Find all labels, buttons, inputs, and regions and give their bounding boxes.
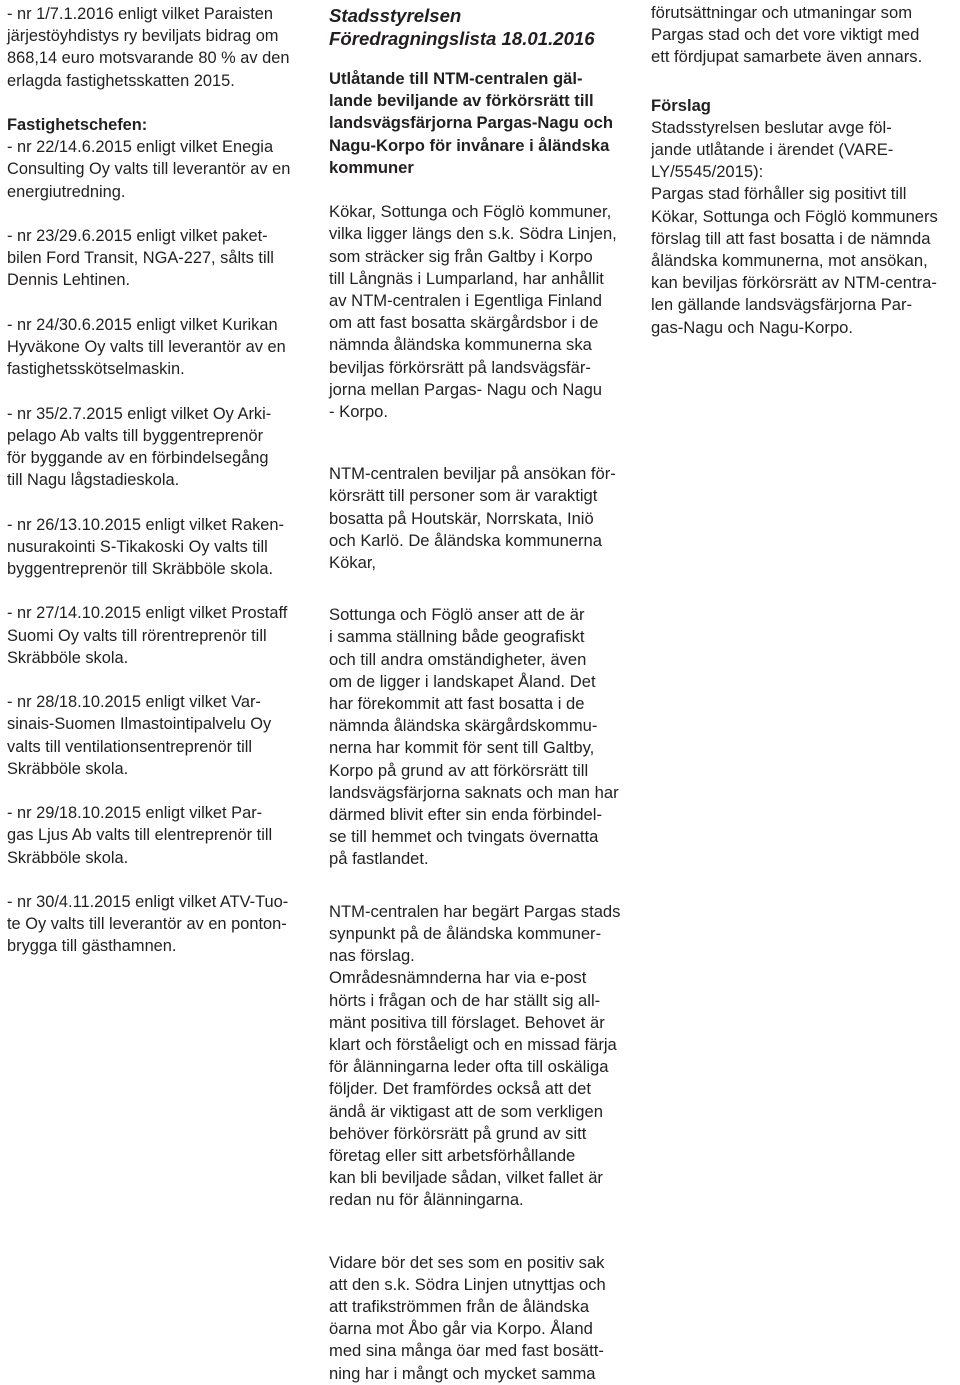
text-line: byggentreprenör till Skräbböle skola. [7,560,274,578]
heading-line: kommuner [329,157,414,177]
text-line: vilka ligger längs den s.k. Södra Linjen, [329,224,617,244]
spacer [329,574,634,604]
spacer [7,780,307,802]
text-line: Hyväkone Oy valts till leverantör av en [7,338,286,356]
text-line: följder. Det framfördes också att det [329,1079,591,1099]
text-line: om de ligger i landskapet Åland. Det [329,671,596,691]
text-line: redan nu för ålänningarna. [329,1190,524,1210]
page-header-agenda: Föredragningslista 18.01.2016 [329,28,595,49]
text-line: nas förslag. [329,946,415,966]
text-line: förslag till att fast bosatta i de nämnda [651,228,931,248]
text-line: har förekommit att fast bosatta i de [329,694,585,714]
text-line: Skräbböle skola. [7,648,129,667]
decision-item-9 [7,802,307,869]
spacer [7,491,307,513]
paragraph-5 [329,1252,634,1385]
text-line: 868,14 euro motsvarande 80 % av den [7,49,290,68]
text-line: landsvägsfärjorna saknats och man har [329,782,619,802]
text-line: - nr 23/29.6.2015 enligt vilket paket- [7,227,268,245]
text-line: gas Ljus Ab valts till elentreprenör till [7,826,273,845]
text-line: för ålänningarna leder ofta till oskäliga [329,1057,609,1077]
text-line: valts till ventilationsentreprenör till [7,737,253,756]
text-line: mänt positiva till förslaget. Behovet är [329,1012,605,1032]
text-line: sinais-Suomen Ilmastointipalvelu Oy [7,715,272,734]
spacer [7,203,307,225]
text-line: Vidare bör det ses som en positiv sak [329,1252,605,1272]
text-line: gas-Nagu och Nagu-Korpo. [651,317,854,337]
decision-item-2 [7,136,307,203]
text-line: Suomi Oy valts till rörentreprenör till [7,626,267,645]
text-line: i samma ställning både geografiskt [329,627,585,647]
text-line: öarna mot Åbo går via Korpo. Åland [329,1319,593,1339]
text-line: jande utlåtande i ärendet (VARE- [651,140,894,160]
text-line: hörts i frågan och de har ställt sig all- [329,990,601,1010]
text-line: - nr 26/13.10.2015 enligt vilket Raken- [7,515,284,534]
text-line: se till hemmet och tvingats övernatta [329,827,599,847]
text-line: Stadsstyrelsen beslutar avge föl- [651,117,892,137]
text-line: ändå är viktigast att de som verkligen [329,1101,603,1121]
text-line: förutsättningar och utmaningar som [651,3,913,22]
text-line: len gällande landsvägsfärjorna Par- [651,295,913,315]
spacer [7,869,307,891]
text-line: Kökar, [329,553,377,573]
text-line: jorna mellan Pargas- Nagu och Nagu [329,379,603,399]
paragraph-2 [329,463,634,574]
text-line: nusurakointi S-Tikakoski Oy valts till [7,537,268,556]
text-line: NTM-centralen beviljar på ansökan för- [329,464,616,484]
spacer [329,1212,634,1252]
column-2 [329,4,634,1385]
text-line: Skräbböle skola. [7,848,129,867]
decision-item-1 [7,3,307,92]
proposal-paragraph [651,117,956,339]
text-line: pelago Ab valts till byggentreprenör [7,426,264,445]
decision-item-3 [7,225,307,292]
text-line: erlagda fastighetsskatten 2015. [7,71,235,90]
heading-line: lande beviljande av förkörsrätt till [329,91,594,111]
text-line: företag eller sitt arbetsförhållande [329,1145,576,1165]
page-header-body: Stadsstyrelsen [329,5,462,26]
text-line: Korpo på grund av att förkörsrätt till [329,760,589,780]
spacer [7,292,307,314]
text-line: - nr 28/18.10.2015 enligt vilket Var- [7,693,261,712]
text-line: - nr 1/7.1.2016 enligt vilket Paraisten [7,5,274,23]
text-line: brygga till gästhamnen. [7,937,177,956]
decision-item-8 [7,691,307,780]
spacer [329,871,634,901]
text-line: ett fördjupat samarbete även annars. [651,47,923,67]
spacer [7,669,307,691]
spacer [651,69,956,95]
text-line: körsrätt till personer som är varaktigt [329,486,598,506]
text-line: te Oy valts till leverantör av en ponton- [7,915,287,934]
decision-item-7 [7,602,307,669]
spacer [329,179,634,201]
text-line: LY/5545/2015): [651,162,764,182]
text-line: nämnda åländska skärgårdskommu- [329,716,598,736]
heading-line: Utlåtande till NTM-centralen gäl- [329,69,583,88]
spacer [7,580,307,602]
spacer [7,92,307,114]
spacer [329,423,634,463]
paragraph-3 [329,604,634,870]
spacer [7,380,307,402]
heading-line: Nagu-Korpo för invånare i åländska [329,135,610,155]
text-line: - nr 30/4.11.2015 enligt vilket ATV-Tuo- [7,892,289,911]
text-line: bilen Ford Transit, NGA-227, sålts till [7,249,274,268]
intro-paragraph [651,2,956,69]
column-1 [7,3,307,958]
text-line: nämnda åländska kommunerna ska [329,335,592,355]
text-line: - nr 24/30.6.2015 enligt vilket Kurikan [7,315,278,334]
text-line: energiutredning. [7,182,126,201]
paragraph-4 [329,901,634,1212]
text-line: Pargas stad förhåller sig positivt till [651,184,907,204]
paragraph-1 [329,201,634,423]
text-line: kan bli beviljade sådan, vilket fallet är [329,1168,603,1188]
text-line: - nr 22/14.6.2015 enligt vilket Enegia [7,138,274,157]
text-line: åländska kommunerna, mot ansökan, [651,251,928,271]
column-3 [651,2,956,339]
text-line: för byggande av en förbindelsegång [7,449,269,467]
text-line: - Korpo. [329,402,389,422]
text-line: kan beviljas förkörsrätt av NTM-centra- [651,273,937,293]
text-line: fastighetsskötselmaskin. [7,360,185,379]
text-line: till Nagu lågstadieskola. [7,471,180,490]
text-line: järjestöyhdistys ry beviljats bidrag om [7,27,279,46]
text-line: Områdesnämnderna har via e-post [329,968,587,988]
decision-item-4 [7,314,307,381]
text-line: och till andra omständigheter, även [329,649,587,669]
text-line: som sträcker sig från Galtby i Korpo [329,246,593,266]
text-line: med sina många öar med fast bosätt- [329,1341,604,1361]
text-line: till Långnäs i Lumparland, har anhållit [329,268,604,288]
text-line: av NTM-centralen i Egentliga Finland [329,291,603,311]
text-line: - nr 29/18.10.2015 enligt vilket Par- [7,804,263,823]
item-heading [329,68,634,179]
decision-item-5 [7,403,307,492]
text-line: nerna har kommit för sent till Galtby, [329,738,595,758]
heading-line: landsvägsfärjorna Pargas-Nagu och [329,113,614,133]
text-line: bosatta på Houtskär, Norrskata, Iniö [329,508,594,528]
text-line: klart och förståeligt och en missad färja [329,1034,617,1054]
decision-item-6 [7,514,307,581]
decision-item-10 [7,891,307,958]
text-line: NTM-centralen har begärt Pargas stads [329,901,621,921]
text-line: att den s.k. Södra Linjen utnyttjas och [329,1274,606,1294]
text-line: om att fast bosatta skärgårdsbor i de [329,313,599,333]
text-line: ning har i mångt och mycket samma [329,1363,596,1383]
text-line: synpunkt på de åländska kommuner- [329,923,602,943]
text-line: Dennis Lehtinen. [7,271,131,290]
text-line: Consulting Oy valts till leverantör av en [7,160,291,179]
text-line: och Karlö. De åländska kommunerna [329,530,603,550]
section-heading-fastighetschefen: Fastighetschefen: [7,116,148,134]
text-line: därmed blivit efter sin enda förbindel- [329,805,603,825]
text-line: Kökar, Sottunga och Föglö kommuners [651,206,938,226]
text-line: Pargas stad och det vore viktigt med [651,25,920,45]
text-line: behöver förkörsrätt på grund av sitt [329,1123,587,1143]
proposal-heading: Förslag [651,95,711,115]
text-line: Skräbböle skola. [7,759,129,778]
text-line: på fastlandet. [329,849,429,869]
text-line: beviljas förkörsrätt på landsvägsfär- [329,357,591,377]
text-line: - nr 27/14.10.2015 enligt vilket Prostaff [7,604,288,623]
text-line: Kökar, Sottunga och Föglö kommuner, [329,202,612,222]
text-line: Sottunga och Föglö anser att de är [329,605,585,625]
text-line: - nr 35/2.7.2015 enligt vilket Oy Arki- [7,404,272,423]
text-line: att trafikströmmen från de åländska [329,1296,590,1316]
